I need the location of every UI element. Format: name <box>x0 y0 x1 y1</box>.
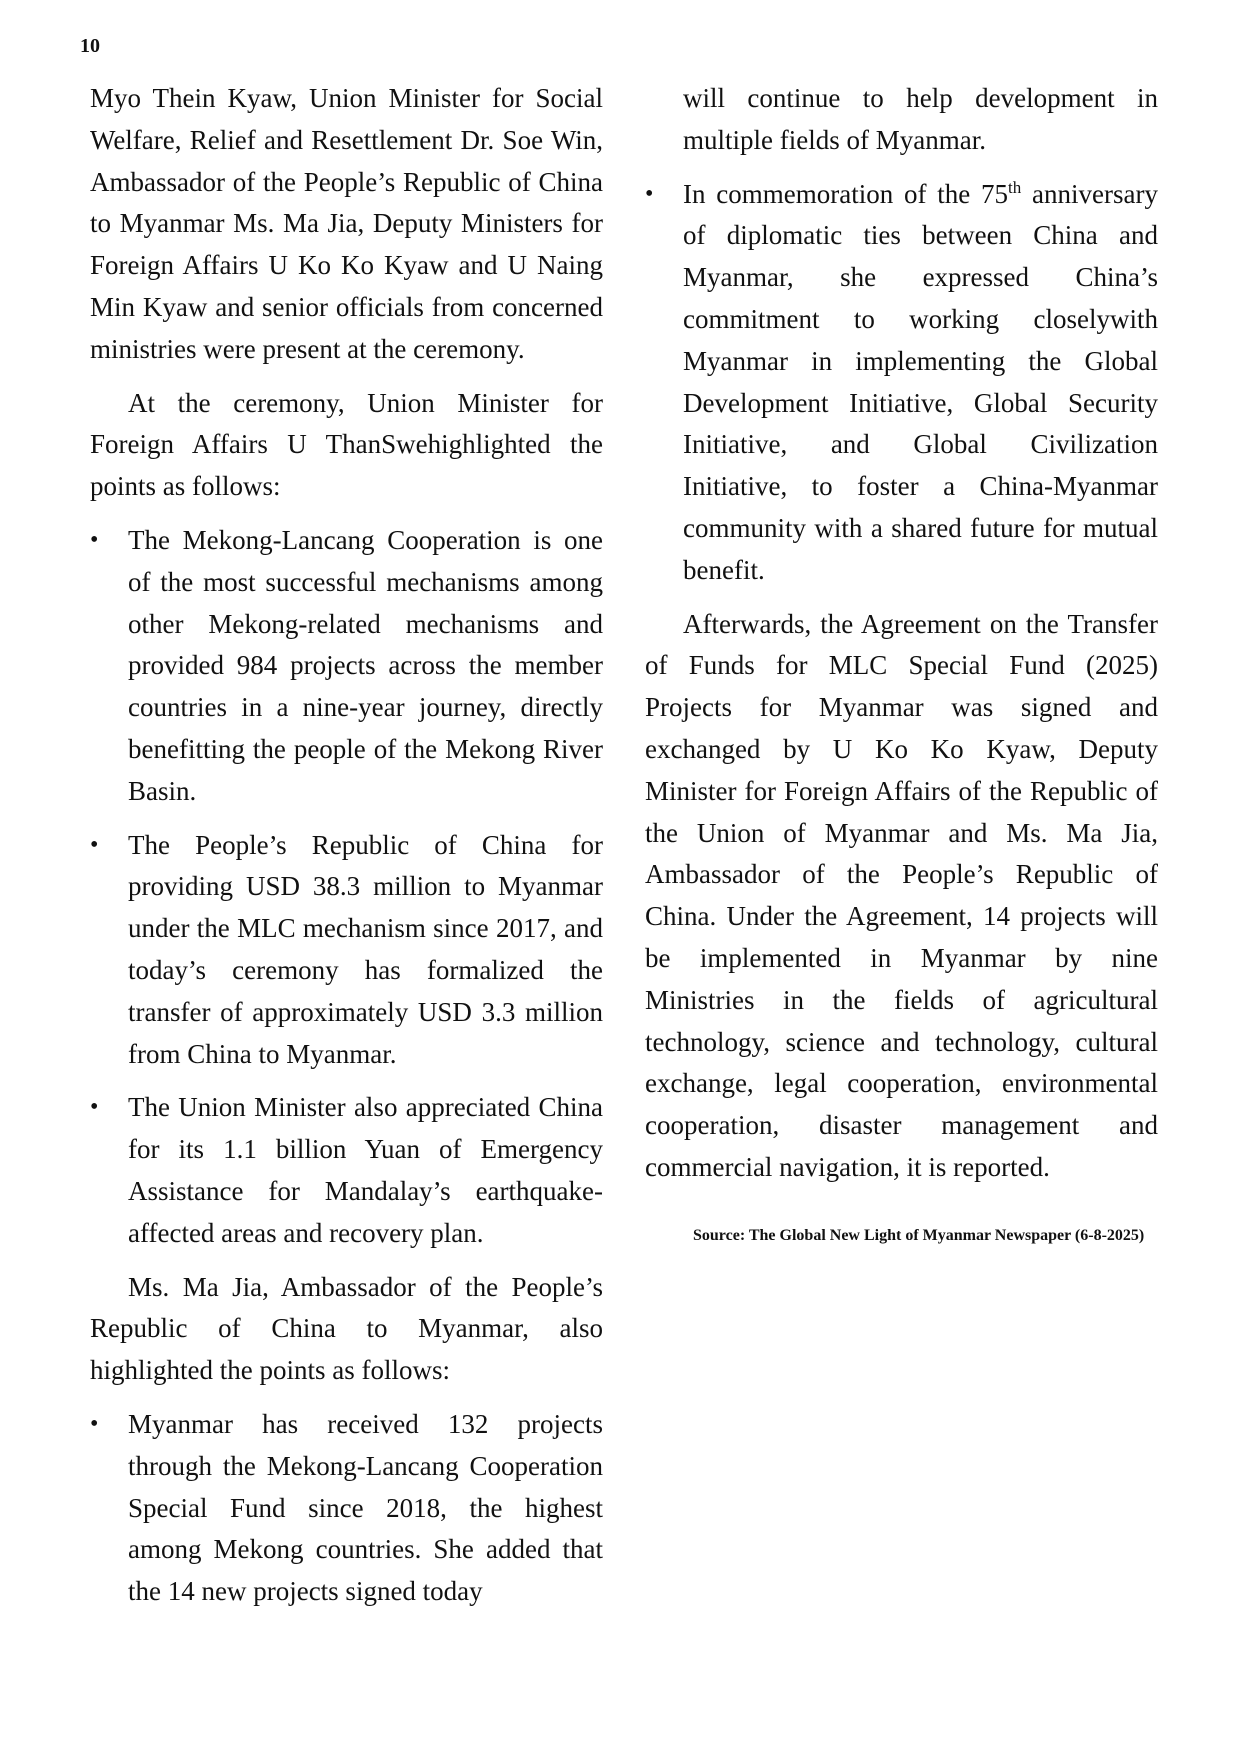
paragraph-union-minister-intro: At the ceremony, Union Minister for Foreign Affairs U ThanSwehighlighted the points as follows: <box>90 387 603 502</box>
list-item <box>645 174 1158 592</box>
paragraph-agreement: Afterwards, the Agreement on the Transfer of Funds for MLC Special Fund (2025) Projects for Myanmar was signed and exchanged by U Ko Ko Kyaw, Deputy Minister for Foreign Affairs of the Republic of the Union of Myanmar and Ms. Ma Jia, Ambassador of the People’s Republic of China. Under the Agreement, 14 projects will be implemented in Myanmar by nine Ministries in the fields of agricultural technology, science and technology, cultural exchange, legal cooperation, environmental cooperation, disaster management and commercial navigation, it is reported. <box>645 608 1158 1182</box>
anniversary-text-end: anniversary of diplomatic ties between China and Myanmar, she expressed China’s commitment to working closelywith Myanmar in implementing the Global Development Initiative, Global Security Initiative, and Global Civilization Initiative, to foster a China-Myanmar community with a shared future for mutual benefit. <box>683 178 1158 585</box>
list-item: • The People’s Republic of China for providing USD 38.3 million to Myanmar under the MLC mechanism since 2017, and today’s ceremony has formalized the transfer of approximately USD 3.3 million from China to Myanmar. <box>90 825 603 1076</box>
left-column <box>90 78 603 1625</box>
right-column <box>645 78 1158 1247</box>
page-number: 10 <box>80 35 100 57</box>
list-item: • Myanmar has received 132 projects through the Mekong-Lancang Cooperation Special Fund since 2018, the highest among Mekong countries. She added that the 14 new projects signed today <box>90 1404 603 1613</box>
union-minister-points-list <box>90 520 603 1255</box>
ambassador-points-list-continued <box>645 174 1158 592</box>
source-citation: Source: The Global New Light of Myanmar Newspaper (6-8-2025) <box>693 1226 1145 1244</box>
list-item: • The Union Minister also appreciated China for its 1.1 billion Yuan of Emergency Assistance for Mandalay’s earthquake-affected areas and recovery plan. <box>90 1087 603 1254</box>
anniversary-text-start: In commemoration of the 75 <box>683 178 1009 209</box>
ordinal-superscript: th <box>1008 177 1022 197</box>
paragraph-ambassador-intro: Ms. Ma Jia, Ambassador of the People’s Republic of China to Myanmar, also highlighted the points as follows: <box>90 1271 603 1386</box>
list-item: • The Mekong-Lancang Cooperation is one of the most successful mechanisms among other Mekong-related mechanisms and provided 984 projects across the member countries in a nine-year journey, directly benefitting the people of the Mekong River Basin. <box>90 520 603 813</box>
paragraph-continuation: will continue to help development in multiple fields of Myanmar. <box>683 83 1158 155</box>
ambassador-points-list <box>90 1404 603 1613</box>
paragraph-attendees: Myo Thein Kyaw, Union Minister for Social Welfare, Relief and Resettlement Dr. Soe Win, Ambassador of the People’s Republic of China to Myanmar Ms. Ma Jia, Deputy Ministers for Foreign Affairs U Ko Ko Kyaw and U Naing Min Kyaw and senior officials from concerned ministries were present at the ceremony. <box>90 83 603 364</box>
